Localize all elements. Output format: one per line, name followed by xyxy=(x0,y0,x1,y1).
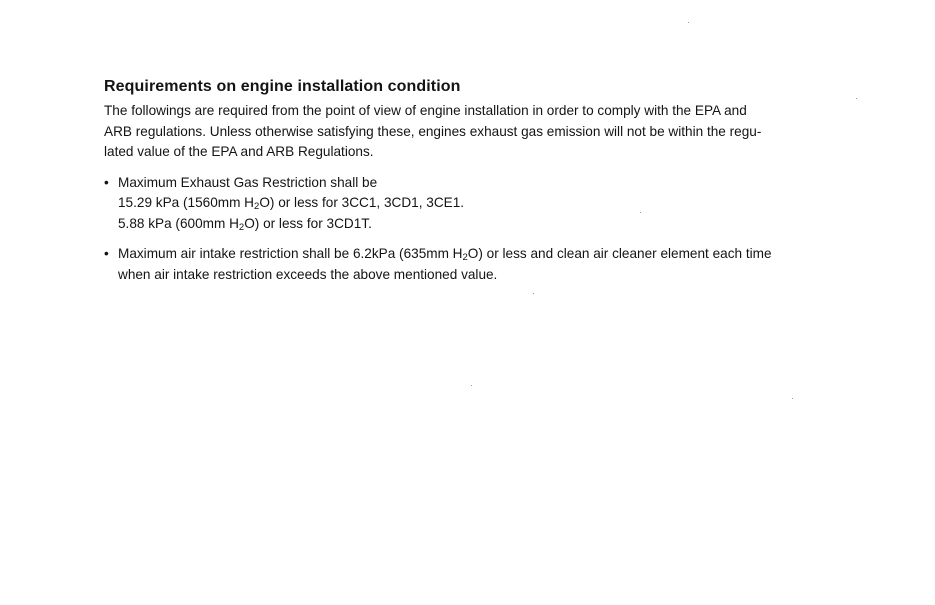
bullet-text: Maximum air intake restriction shall be 6.2kPa (635mm $H_2O$) or less and clean air cleaner element each time xyxy=(118,246,772,263)
document-content xyxy=(104,77,834,295)
intro-line: The followings are required from the point of view of engine installation in order to comply with the EPA and xyxy=(104,103,747,118)
bullet-text: 15.29 kPa (1560mm $H_2O$) or less for 3CC1, 3CD1, 3CE1. xyxy=(118,195,465,212)
bullet-text: Maximum Exhaust Gas Restriction shall be xyxy=(118,174,378,190)
scan-speck xyxy=(856,98,857,99)
bullet-icon: • xyxy=(104,246,109,261)
bullet-text: when air intake restriction exceeds the above mentioned value. xyxy=(118,266,498,282)
section-heading: Requirements on engine installation condition xyxy=(104,78,461,95)
scan-speck xyxy=(792,398,793,399)
intro-paragraph xyxy=(104,101,834,163)
bullet-icon: • xyxy=(104,174,109,190)
requirements-list xyxy=(104,173,834,286)
scan-speck xyxy=(471,385,472,386)
scan-speck xyxy=(688,22,689,23)
intro-line: lated value of the EPA and ARB Regulations. xyxy=(104,144,374,159)
bullet-text: 5.88 kPa (600mm $H_2O$) or less for 3CD1T. xyxy=(118,215,372,233)
list-item-air-intake-restriction xyxy=(104,244,834,285)
list-item-exhaust-restriction xyxy=(104,173,834,235)
intro-line: ARB regulations. Unless otherwise satisfying these, engines exhaust gas emission will not be within the regu- xyxy=(104,123,762,139)
